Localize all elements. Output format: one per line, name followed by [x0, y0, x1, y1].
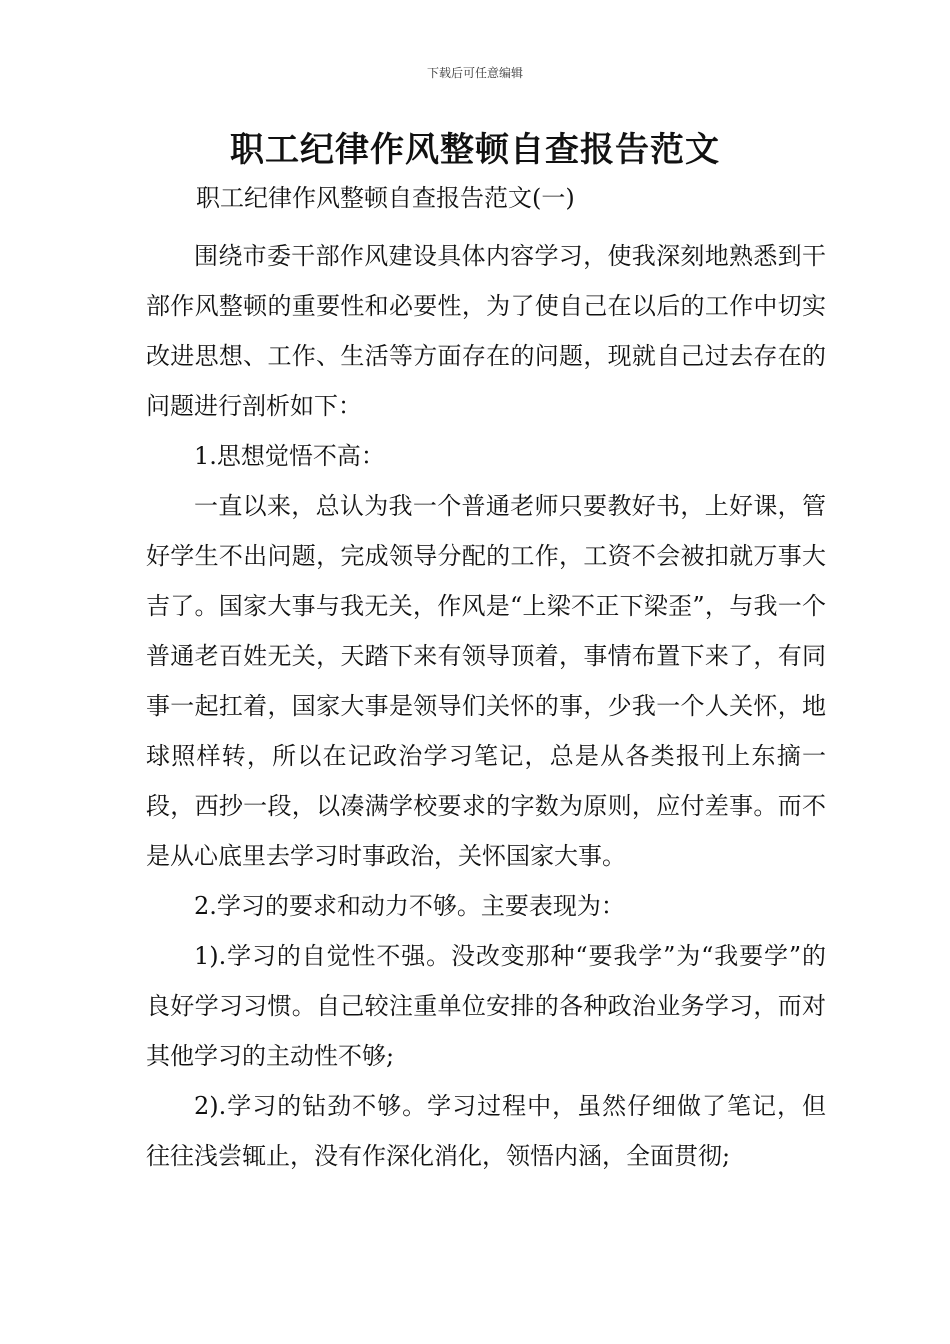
paragraph-subpoint-1: 1).学习的自觉性不强。没改变那种“要我学”为“我要学”的良好学习习惯。自己较注重单位安排的各种政治业务学习，而对其他学习的主动性不够;	[146, 942, 826, 1070]
header-note: 下载后可任意编辑	[426, 66, 523, 80]
paragraph-subpoint-2: 2).学习的钻劲不够。学习过程中，虽然仔细做了笔记，但往往浅尝辄止，没有作深化消化，领悟内涵，全面贯彻;	[146, 1092, 826, 1170]
paragraph-heading-2: 2.学习的要求和动力不够。主要表现为：	[194, 892, 625, 920]
paragraph-point-1: 一直以来，总认为我一个普通老师只要教好书，上好课，管好学生不出问题，完成领导分配的工作，工资不会被扣就万事大吉了。国家大事与我无关，作风是“上梁不正下梁歪”，与我一个普通老百姓无关，天踏下来有领导顶着，事情布置下来了，有同事一起扛着，国家大事是领导们关怀的事，少我一个人关怀，地球照样转，所以在记政治学习笔记，总是从各类报刊上东摘一段，西抄一段，以凑满学校要求的字数为原则，应付差事。而不是从心底里去学习时事政治，关怀国家大事。	[146, 492, 826, 870]
document-subtitle: 职工纪律作风整顿自查报告范文(一)	[196, 184, 575, 212]
paragraph-intro: 围绕市委干部作风建设具体内容学习，使我深刻地熟悉到干部作风整顿的重要性和必要性，为了使自己在以后的工作中切实改进思想、工作、生活等方面存在的问题，现就自己过去存在的问题进行剖析如下：	[146, 242, 826, 420]
document-body	[146, 231, 826, 1181]
paragraph-heading-1: 1.思想觉悟不高：	[194, 442, 385, 470]
document-title: 职工纪律作风整顿自查报告范文	[230, 130, 720, 170]
